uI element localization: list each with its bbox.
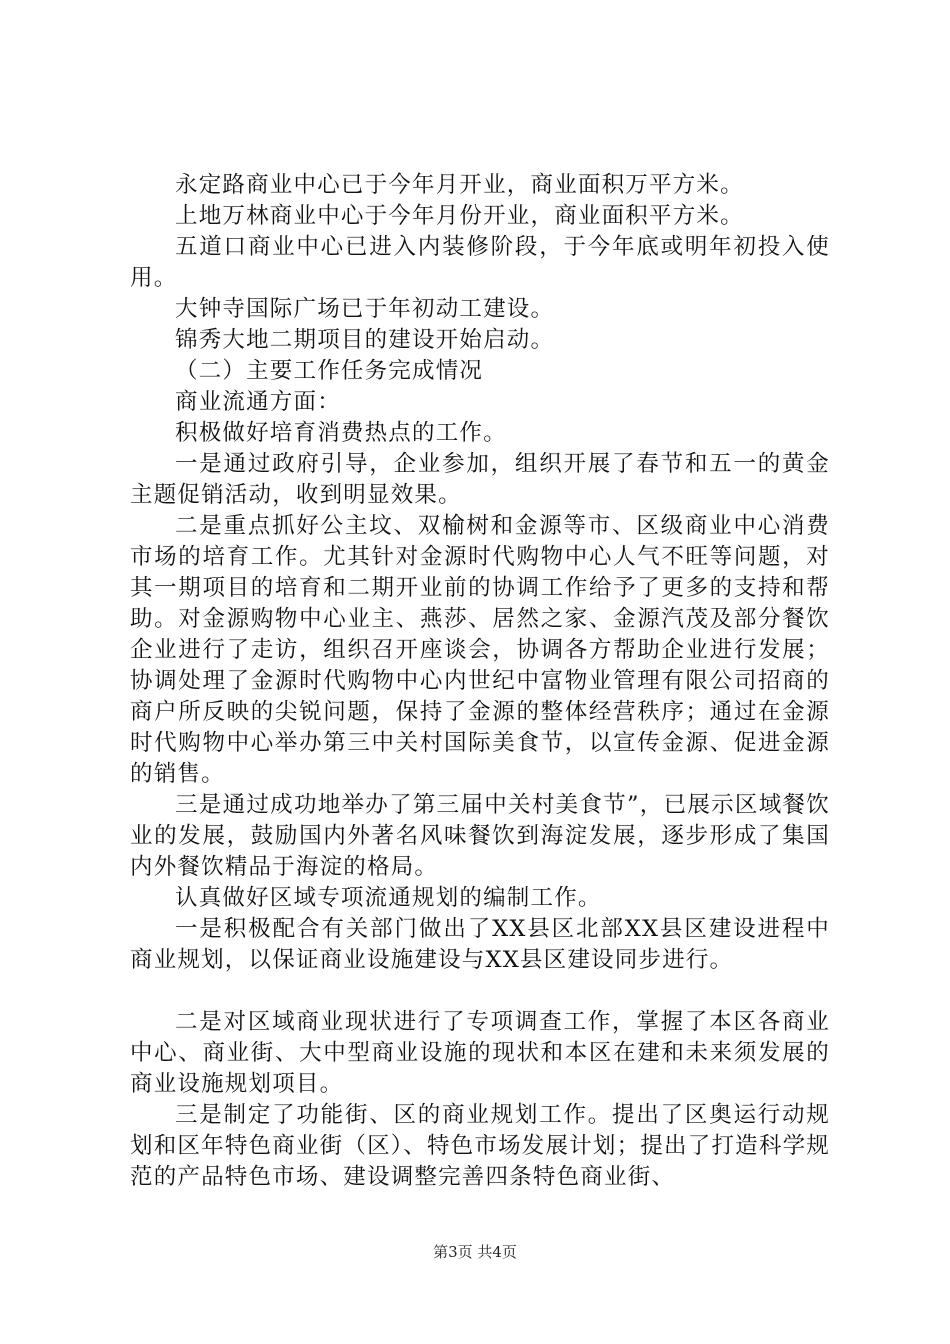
- page-number-footer: 第3页 共4页: [433, 1243, 517, 1261]
- section-heading: （二）主要工作任务完成情况: [175, 358, 484, 384]
- paragraph: 锦秀大地二期项目的建设开始启动。: [175, 327, 555, 353]
- blank-line: [130, 976, 830, 1007]
- document-body: [130, 170, 830, 1193]
- paragraph: 五道口商业中心已进入内装修阶段，于今年底或明年初投入使用。: [130, 234, 830, 291]
- paragraph: 一是通过政府引导，企业参加，组织开展了春节和五一的黄金主题促销活动，收到明显效果。: [130, 451, 830, 508]
- paragraph: 大钟寺国际广场已于年初动工建设。: [175, 296, 555, 322]
- paragraph: 上地万林商业中心于今年月份开业，商业面积平方米。: [175, 203, 744, 229]
- paragraph: 认真做好区域专项流通规划的编制工作。: [175, 885, 602, 911]
- paragraph: 三是制定了功能街、区的商业规划工作。提出了区奥运行动规划和区年特色商业街（区）、特色市场发展计划；提出了打造科学规范的产品特色市场、建设调整完善四条特色商业街、: [130, 1102, 830, 1190]
- paragraph: 永定路商业中心已于今年月开业，商业面积万平方米。: [175, 172, 744, 198]
- paragraph: 商业流通方面：: [175, 389, 341, 415]
- paragraph: 三是通过成功地举办了第三届中关村美食节”，已展示区域餐饮业的发展，鼓励国内外著名风味餐饮到海淀发展，逐步形成了集国内外餐饮精品于海淀的格局。: [130, 792, 830, 880]
- paragraph: 二是对区域商业现状进行了专项调查工作，掌握了本区各商业中心、商业街、大中型商业设施的现状和本区在建和未来须发展的商业设施规划项目。: [130, 1009, 830, 1097]
- paragraph: 一是积极配合有关部门做出了XX县区北部XX县区建设进程中商业规划，以保证商业设施建设与XX县区建设同步进行。: [130, 916, 830, 973]
- paragraph: 二是重点抓好公主坟、双榆树和金源等市、区级商业中心消费市场的培育工作。尤其针对金源时代购物中心人气不旺等问题，对其一期项目的培育和二期开业前的协调工作给予了更多的支持和帮助。对金源购物中心业主、燕莎、居然之家、金源汽茂及部分餐饮企业进行了走访，组织召开座谈会，协调各方帮助企业进行发展；协调处理了金源时代购物中心内世纪中富物业管理有限公司招商的商户所反映的尖锐问题，保持了金源的整体经营秩序；通过在金源时代购物中心举办第三中关村国际美食节，以宣传金源、促进金源的销售。: [130, 513, 830, 787]
- paragraph: 积极做好培育消费热点的工作。: [175, 420, 507, 446]
